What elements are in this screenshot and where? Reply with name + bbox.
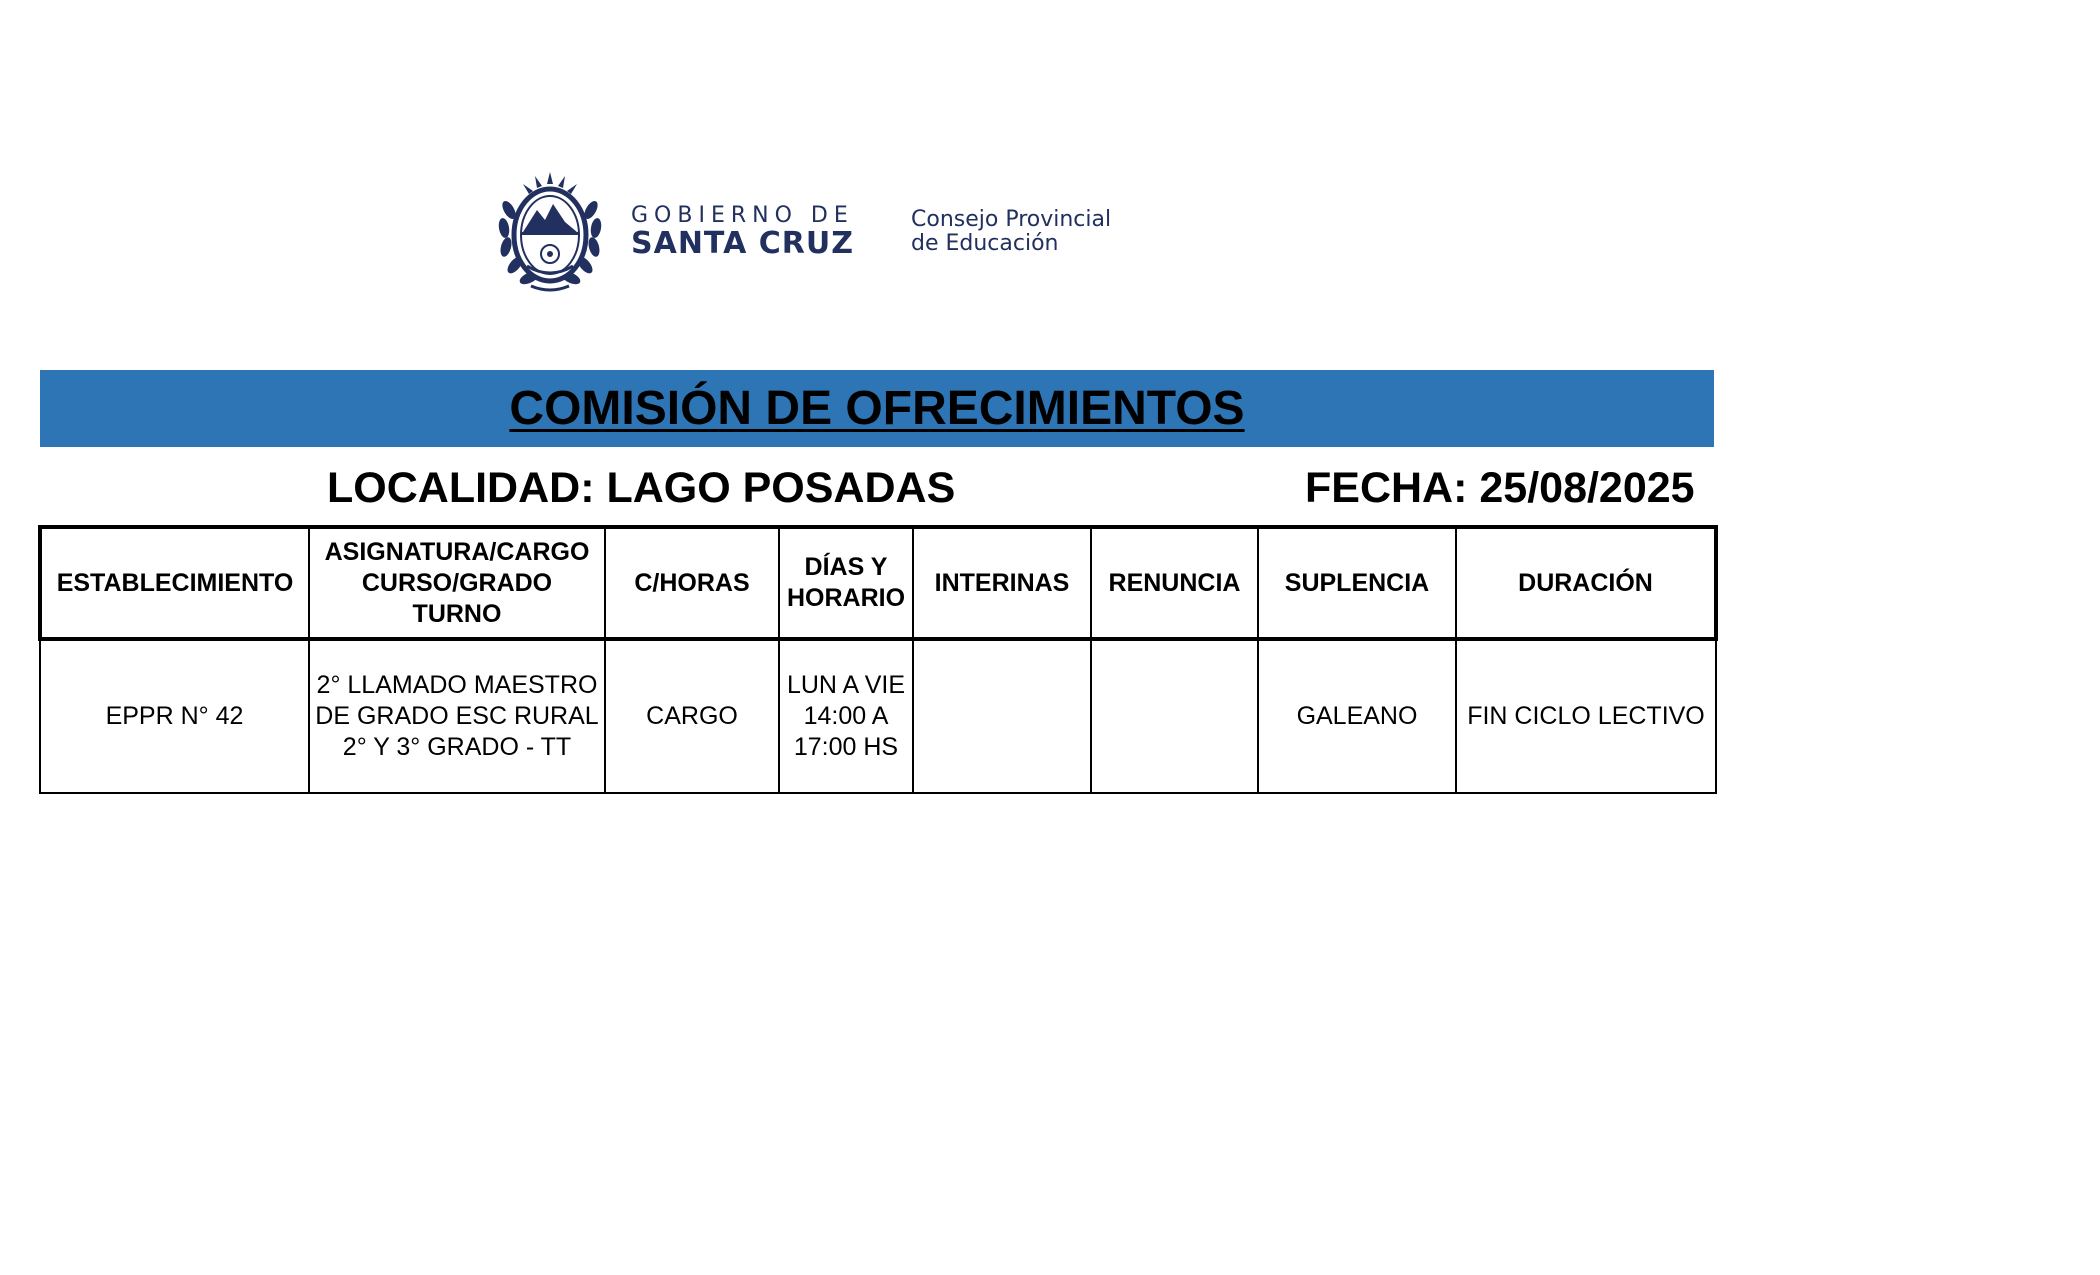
council-line-1: Consejo Provincial — [911, 207, 1112, 232]
institution-logo — [495, 170, 1155, 295]
column-header-establecimiento: ESTABLECIMIENTO — [40, 527, 309, 639]
cell-asignatura: 2° LLAMADO MAESTRO DE GRADO ESC RURAL 2° Y 3° GRADO - TT — [309, 639, 605, 793]
date-label: FECHA: 25/08/2025 — [1305, 464, 1695, 512]
title-banner — [40, 370, 1714, 447]
cell-interinas — [913, 639, 1091, 793]
cell-establecimiento: EPPR N° 42 — [40, 639, 309, 793]
gov-line-1: GOBIERNO DE — [631, 203, 854, 228]
table-row — [40, 639, 1716, 793]
page-title: COMISIÓN DE OFRECIMIENTOS — [509, 382, 1245, 435]
cell-dias-horario: LUN A VIE 14:00 A 17:00 HS — [779, 639, 913, 793]
column-header-duracion: DURACIÓN — [1456, 527, 1716, 639]
cell-horas: CARGO — [605, 639, 779, 793]
column-header-renuncia: RENUNCIA — [1091, 527, 1258, 639]
gov-line-2: SANTA CRUZ — [631, 226, 854, 261]
government-name — [631, 204, 854, 260]
offers-table-container — [38, 525, 1718, 794]
cell-renuncia — [1091, 639, 1258, 793]
coat-of-arms-icon — [495, 170, 605, 295]
locality-label: LOCALIDAD: LAGO POSADAS — [327, 464, 956, 512]
column-header-horas: C/HORAS — [605, 527, 779, 639]
council-name — [911, 208, 1111, 256]
cell-duracion: FIN CICLO LECTIVO — [1456, 639, 1716, 793]
offers-table — [38, 525, 1718, 794]
column-header-interinas: INTERINAS — [913, 527, 1091, 639]
council-line-2: de Educación — [911, 231, 1059, 256]
column-header-suplencia: SUPLENCIA — [1258, 527, 1456, 639]
table-header-row — [40, 527, 1716, 639]
column-header-dias-horario: DÍAS Y HORARIO — [779, 527, 913, 639]
column-header-asignatura: ASIGNATURA/CARGO CURSO/GRADO TURNO — [309, 527, 605, 639]
cell-suplencia: GALEANO — [1258, 639, 1456, 793]
